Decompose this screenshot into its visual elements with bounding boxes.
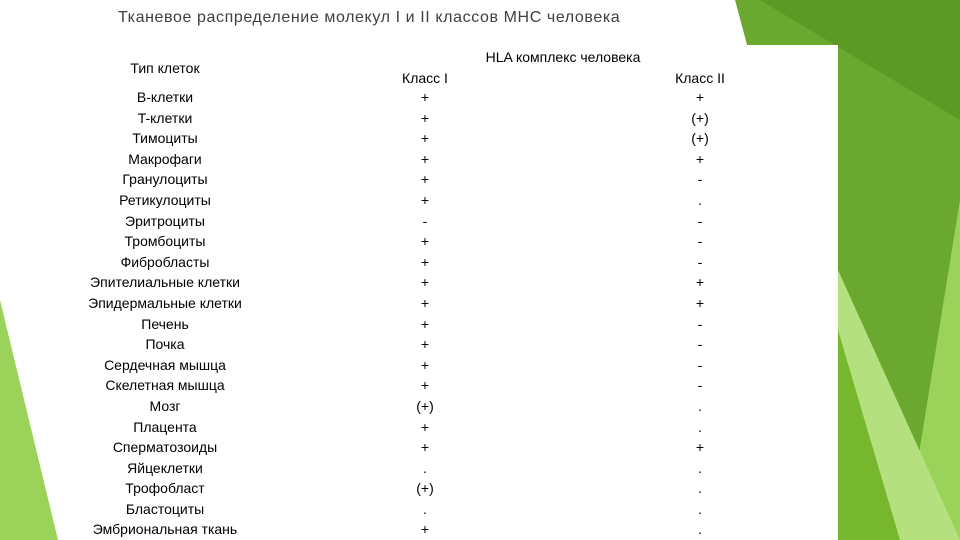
- table-row: [0, 169, 960, 190]
- class-1-value: +: [420, 130, 430, 147]
- class-2-value: -: [697, 253, 703, 270]
- class-2-value: .: [698, 418, 702, 435]
- cell-type-name: Плацента: [133, 418, 197, 435]
- class-2-value: (+): [691, 130, 709, 147]
- class-2-value: +: [695, 439, 705, 456]
- class-1-value: (+): [416, 480, 434, 497]
- class-2-value: .: [698, 480, 702, 497]
- table-row: [0, 417, 960, 438]
- cell-type-name: Яйцеклетки: [127, 459, 203, 476]
- table-row: [0, 375, 960, 396]
- class-1-value: +: [420, 294, 430, 311]
- class-1-value: +: [420, 439, 430, 456]
- table-row: [0, 149, 960, 170]
- cell-type-name: Тромбоциты: [124, 233, 206, 250]
- table-row: [0, 231, 960, 252]
- header-hla-complex: HLA комплекс человека: [485, 49, 641, 65]
- class-2-value: -: [697, 315, 703, 332]
- cell-type-name: Фибробласты: [120, 253, 210, 270]
- table-row: [0, 190, 960, 211]
- cell-type-name: Тимоциты: [132, 130, 198, 147]
- class-2-value: (+): [691, 109, 709, 126]
- table-row: [0, 334, 960, 355]
- header-class-1: Класс I: [402, 70, 448, 86]
- class-1-value: +: [420, 315, 430, 332]
- table-row: [0, 272, 960, 293]
- class-1-value: +: [420, 233, 430, 250]
- class-1-value: +: [420, 89, 430, 105]
- class-1-value: -: [422, 212, 428, 229]
- class-2-value: +: [695, 294, 705, 311]
- cell-type-name: Эмбриональная ткань: [92, 521, 238, 538]
- table-row: [0, 252, 960, 273]
- table-row: [0, 211, 960, 232]
- table-row: [0, 437, 960, 458]
- table-row: [0, 293, 960, 314]
- cell-type-name: Макрофаги: [128, 150, 202, 167]
- cell-type-name: Сперматозоиды: [112, 439, 218, 456]
- cell-type-name: Мозг: [149, 397, 181, 414]
- class-1-value: .: [423, 500, 427, 517]
- cell-type-name: Ретикулоциты: [119, 191, 211, 208]
- cell-type-name: Почка: [145, 336, 185, 353]
- table-row: [0, 499, 960, 520]
- class-2-value: -: [697, 171, 703, 188]
- table-row: [0, 87, 960, 108]
- class-2-value: +: [695, 274, 705, 291]
- class-2-value: .: [698, 500, 702, 517]
- class-1-value: +: [420, 191, 430, 208]
- table-body: [0, 87, 960, 540]
- class-1-value: +: [420, 109, 430, 126]
- class-2-value: .: [698, 521, 702, 538]
- header-cell-type: Тип клеток: [130, 60, 200, 76]
- class-2-value: .: [698, 459, 702, 476]
- class-1-value: +: [420, 274, 430, 291]
- cell-type-name: Бластоциты: [125, 500, 205, 517]
- cell-type-name: B-клетки: [136, 89, 194, 105]
- cell-type-name: Гранулоциты: [122, 171, 208, 188]
- class-2-value: +: [695, 89, 705, 105]
- class-1-value: +: [420, 171, 430, 188]
- table-row: [0, 355, 960, 376]
- table-row: [0, 128, 960, 149]
- cell-type-name: Печень: [141, 315, 189, 332]
- cell-type-name: Трофобласт: [125, 480, 205, 497]
- table-row: [0, 314, 960, 335]
- class-2-value: -: [697, 377, 703, 394]
- cell-type-name: Сердечная мышца: [104, 356, 226, 373]
- class-1-value: .: [423, 459, 427, 476]
- table-row: [0, 458, 960, 479]
- class-1-value: +: [420, 377, 430, 394]
- table-row: [0, 108, 960, 129]
- class-2-value: -: [697, 336, 703, 353]
- class-2-value: -: [697, 212, 703, 229]
- class-1-value: +: [420, 336, 430, 353]
- class-2-value: -: [697, 356, 703, 373]
- class-1-value: +: [420, 356, 430, 373]
- class-2-value: .: [698, 397, 702, 414]
- class-2-value: .: [698, 191, 702, 208]
- class-2-value: -: [697, 233, 703, 250]
- cell-type-name: Эпителиальные клетки: [90, 274, 240, 291]
- cell-type-name: Скелетная мышца: [105, 377, 225, 394]
- slide-title: Тканевое распределение молекул I и II классов MHC человека: [118, 9, 621, 26]
- class-1-value: (+): [416, 397, 434, 414]
- header-class-2: Класс II: [675, 70, 725, 86]
- cell-type-name: Эпидермальные клетки: [88, 294, 242, 311]
- class-1-value: +: [420, 150, 430, 167]
- class-1-value: +: [420, 521, 430, 538]
- class-1-value: +: [420, 418, 430, 435]
- cell-type-name: Эритроциты: [125, 212, 205, 229]
- class-2-value: +: [695, 150, 705, 167]
- class-1-value: +: [420, 253, 430, 270]
- table-row: [0, 478, 960, 499]
- cell-type-name: T-клетки: [137, 109, 193, 126]
- table-row: [0, 519, 960, 540]
- table-row: [0, 396, 960, 417]
